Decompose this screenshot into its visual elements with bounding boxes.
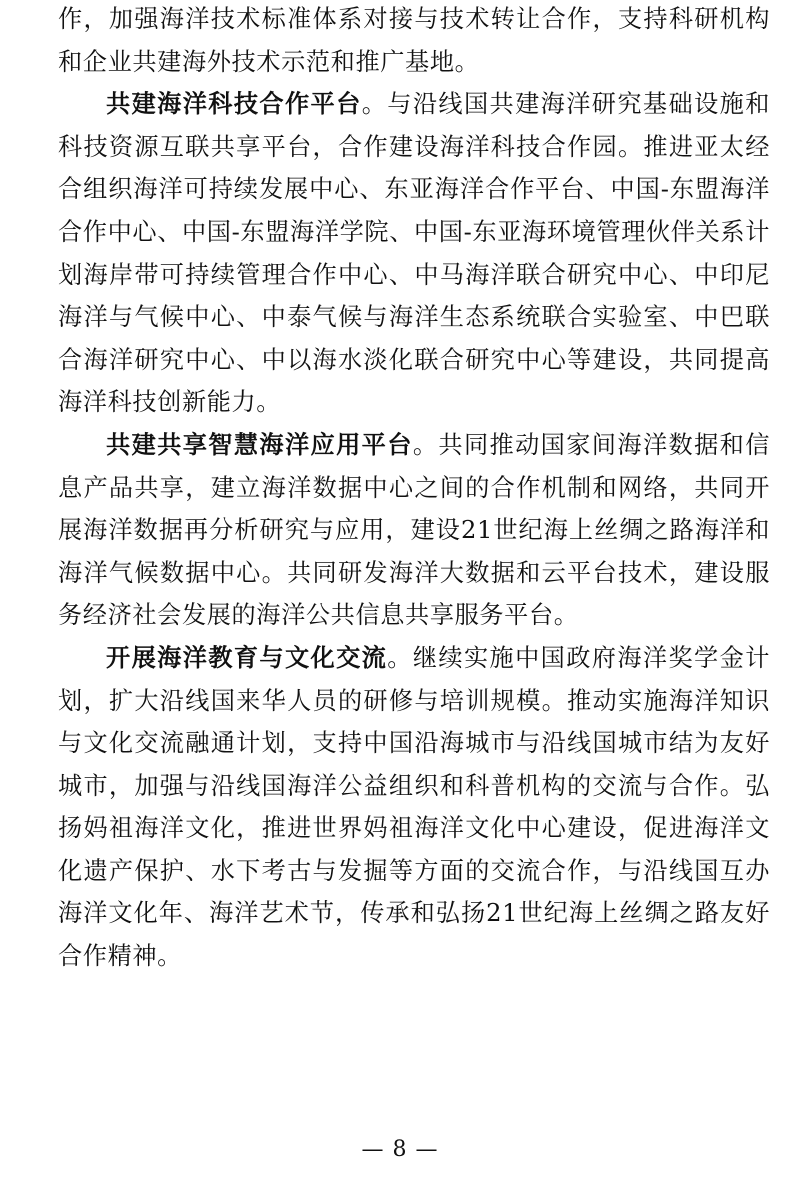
paragraph-heading: 开展海洋教育与文化交流: [106, 642, 388, 672]
paragraph-heading: 共建海洋科技合作平台: [106, 89, 362, 119]
paragraph-text: 。与沿线国共建海洋研究基础设施和科技资源互联共享平台，合作建设海洋科技合作园。推进亚太经合组织海洋可持续发展中心、东亚海洋合作平台、中国-东盟海洋合作中心、中国-东盟海洋学院、中国-东亚海环境管理伙伴关系计划海岸带可持续管理合作中心、中马海洋联合研究中心、中印尼海洋与气候中心、中泰气候与海洋生态系统联合实验室、中巴联合海洋研究中心、中以海水淡化联合研究中心等建设，共同提高海洋科技创新能力。: [58, 90, 770, 417]
paragraph-text: 作，加强海洋技术标准体系对接与技术转让合作，支持科研机构和企业共建海外技术示范和推广基地。: [58, 5, 770, 76]
paragraph-smart-ocean-platform: [58, 424, 770, 637]
paragraph-science-platform: [58, 83, 770, 424]
paragraph-education-culture: [58, 637, 770, 978]
page-number: — 8 —: [361, 1137, 439, 1162]
paragraph-heading: 共建共享智慧海洋应用平台: [106, 429, 413, 459]
paragraph-text: 。共同推动国家间海洋数据和信息产品共享，建立海洋数据中心之间的合作机制和网络，共同开展海洋数据再分析研究与应用，建设21世纪海上丝绸之路海洋和海洋气候数据中心。共同研发海洋大数据和云平台技术，建设服务经济社会发展的海洋公共信息共享服务平台。: [58, 430, 770, 630]
paragraph-text: 。继续实施中国政府海洋奖学金计划，扩大沿线国来华人员的研修与培训规模。推动实施海洋知识与文化交流融通计划，支持中国沿海城市与沿线国城市结为友好城市，加强与沿线国海洋公益组织和科普机构的交流与合作。弘扬妈祖海洋文化，推进世界妈祖海洋文化中心建设，促进海洋文化遗产保护、水下考古与发掘等方面的交流合作，与沿线国互办海洋文化年、海洋艺术节，传承和弘扬21世纪海上丝绸之路友好合作精神。: [58, 643, 770, 971]
document-page: [58, 0, 770, 1178]
paragraph-continuation: [58, 0, 770, 83]
